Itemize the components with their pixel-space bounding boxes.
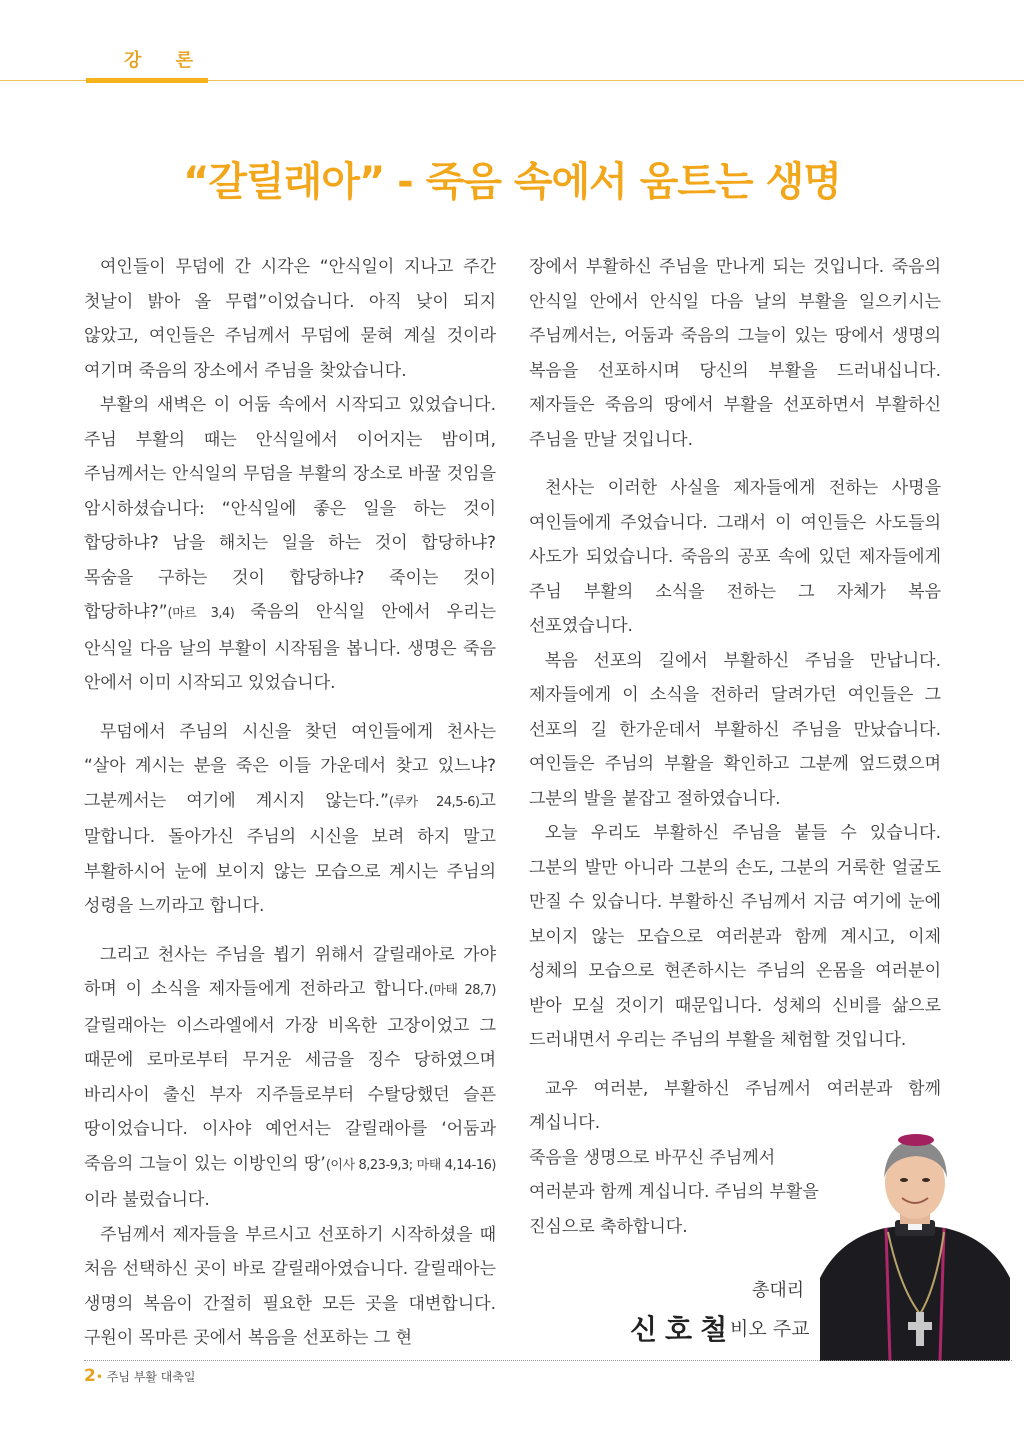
page-number: 2: [84, 1366, 96, 1386]
paragraph-text: 고 말합니다. 돌아가신 주님의 시신을 보려 하지 말고 부활하시어 눈에 보이지 않는 모습으로 계시는 주님의 성령을 느끼라고 합니다.: [84, 790, 496, 916]
paragraph: [84, 938, 496, 1218]
paragraph: 교우 여러분, 부활하신 주님께서 여러분과 함께 계십니다.: [529, 1078, 941, 1133]
signature-role: 비오 주교: [730, 1318, 810, 1340]
paragraph: 장에서 부활하신 주님을 만나게 되는 것입니다. 죽음의 안식일 안에서 안식일 다음 날의 부활을 일으키시는 주님께서는, 어둠과 죽음의 그늘이 있는 땅에서 생명의 복음을 선포하시며 당신의 부활을 드러내십니다. 제자들은 죽음의 땅에서 부활을 선포하면서 부활하신 주님을 만날 것입니다.: [529, 257, 941, 450]
paragraph-text: 무덤에서 주님의 시신을 찾던 여인들에게 천사는 “살아 계시는 분을 죽은 이들 가운데서 찾고 있느냐? 그분께서는 여기에 계시지 않는다.”: [84, 721, 496, 811]
scripture-reference: (이사 8,23-9,3; 마태 4,14-16): [325, 1157, 496, 1173]
bishop-portrait: [820, 1128, 1010, 1361]
right-column: [529, 250, 941, 1244]
paragraph: 오늘 우리도 부활하신 주님을 붙들 수 있습니다. 그분의 발만 아니라 그분의 손도, 그분의 거룩한 얼굴도 만질 수 있습니다. 부활하신 주님께서 지금 여기에 눈에 보이지 않는 모습으로 여러분과 함께 계시고, 이제 성체의 모습으로 현존하시는 주님의 온몸을 여러분이 받아 모실 것이기 때문입니다. 성체의 신비를 삶으로 드러내면서 우리는 주님의 부활을 체험할 것입니다.: [529, 823, 941, 1050]
footer: [84, 1366, 196, 1386]
scripture-reference: (마태 28,7): [428, 983, 496, 998]
paragraph-text: 갈릴래아는 이스라엘에서 가장 비옥한 고장이었고 그 때문에 로마로부터 무거운 세금을 징수 당하였으며 바리사이 출신 부자 지주들로부터 수탈당했던 슬픈 땅이었습니다. 이사야 예언서는 갈릴래아를 ‘어둠과 죽음의 그늘이 있는 이방인의 땅’: [84, 1015, 496, 1174]
paragraph: [84, 388, 496, 701]
scripture-reference: (루카 24,5-6): [388, 794, 480, 810]
paragraph-line: 여러분과 함께 계십니다. 주님의 부활을: [529, 1182, 819, 1202]
paragraph: 천사는 이러한 사실을 제자들에게 전하는 사명을 여인들에게 주었습니다. 그래서 이 여인들은 사도들의 사도가 되었습니다. 죽음의 공포 속에 있던 제자들에게 주님 부활의 소식을 전하는 그 자체가 복음 선포였습니다.: [529, 478, 941, 636]
section-label: 강 론: [124, 50, 208, 71]
signature-name: 신호철: [630, 1313, 736, 1346]
publication-title: 주님 부활 대축일: [106, 1370, 196, 1384]
paragraph: 여인들이 무덤에 간 시각은 “안식일이 지나고 주간 첫날이 밝아 올 무렵”이었습니다. 아직 낮이 되지 않았고, 여인들은 주님께서 무덤에 묻혀 계실 것이라 여기며 죽음의 장소에서 주님을 찾았습니다.: [84, 257, 496, 381]
paragraph-text: 죽음의 안식일 안에서 우리는 안식일 다음 날의 부활이 시작됨을 봅니다. 생명은 죽음 안에서 이미 시작되고 있었습니다.: [84, 602, 496, 693]
top-rule-accent: [86, 78, 208, 83]
paragraph-text: 그리고 천사는 주님을 뵙기 위해서 갈릴래아로 가야 하며 이 소식을 제자들에게 전하라고 합니다.: [84, 944, 496, 999]
footer-rule: [84, 1360, 1012, 1361]
headline: “갈릴래아” - 죽음 속에서 움트는 생명: [183, 159, 841, 205]
paragraph: 주님께서 제자들을 부르시고 선포하기 시작하셨을 때 처음 선택하신 곳이 바로 갈릴래아였습니다. 갈릴래아는 생명의 복음이 간절히 필요한 모든 곳을 대변합니다. 구원이 목마른 곳에서 복음을 선포하는 그 현: [84, 1224, 496, 1348]
paragraph: [84, 715, 496, 924]
paragraph-text: 이라 불렀습니다.: [84, 1190, 210, 1210]
paragraph: 복음 선포의 길에서 부활하신 주님을 만납니다. 제자들에게 이 소식을 전하러 달려가던 여인들은 그 선포의 길 한가운데서 부활하신 주님을 만났습니다. 여인들은 주님의 부활을 확인하고 그분께 엎드렸으며 그분의 발을 붙잡고 절하였습니다.: [529, 650, 941, 809]
scripture-reference: (마르 3,4): [167, 606, 235, 621]
signature-title: 총대리: [752, 1280, 805, 1301]
paragraph-line: 죽음을 생명으로 바꾸신 주님께서: [529, 1147, 776, 1168]
bullet: •: [95, 1370, 103, 1384]
paragraph-text: 부활의 새벽은 이 어둠 속에서 시작되고 있었습니다. 주님 부활의 때는 안식일에서 이어지는 밤이며, 주님께서는 안식일의 무덤을 부활의 장소로 바꿀 것임을 암시하셨습니다: “안식일에 좋은 일을 하는 것이 합당하냐? 남을 해치는 일을 하는 것이 합당하냐? 목숨을 구하는 것이 합당하냐? 죽이는 것이 합당하냐?”: [84, 395, 496, 622]
paragraph-line: 진심으로 축하합니다.: [529, 1216, 688, 1237]
left-column: [84, 250, 496, 1356]
